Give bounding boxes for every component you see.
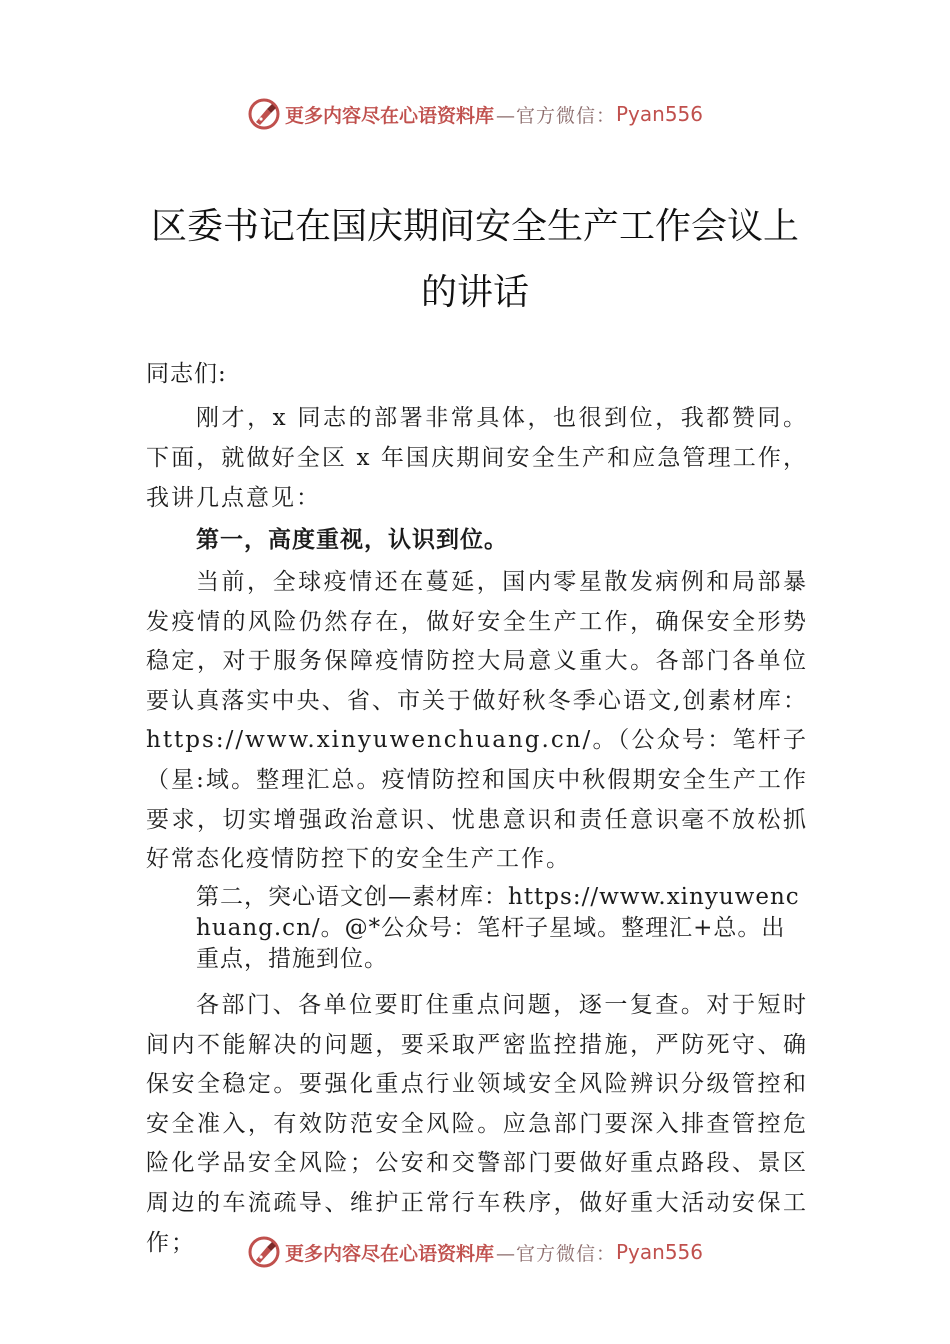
paragraph-section-1: 当前，全球疫情还在蔓延，国内零星散发病例和局部暴发疫情的风险仍然存在，做好安全生产工作，确保安全形势稳定，对于服务保障疫情防控大局意义重大。各部门各单位要认真落实中央、省、市关于做好秋冬季心语文,创素材库：https://www.xinyuwenchuang.cn/。（公众号：笔杆子（星:域。整理汇总。疫情防控和国庆中秋假期安全生产工作要求，切实增强政治意识、忧患意识和责任意识毫不放松抓好常态化疫情防控下的安全生产工作。 [146, 569, 808, 873]
document-title [0, 194, 950, 326]
greeting: 同志们: [146, 361, 227, 387]
watermark-wechat-id: Pyan556 [616, 1240, 704, 1264]
title-line-1: 区委书记在国庆期间安全生产工作会议上 [150, 206, 799, 247]
section-heading-1: 第一，高度重视，认识到位。 [196, 527, 508, 553]
paragraph-section-2: 各部门、各单位要盯住重点问题，逐一复查。对于短时间内不能解决的问题，要采取严密监控措施，严防死守、确保安全稳定。要强化重点行业领域安全风险辨识分级管控和安全准入，有效防范安全风险。应急部门要深入排查管控危险化学品安全风险；公安和交警部门要做好重点路段、景区周边的车流疏导、维护正常行车秩序，做好重大活动安保工作； [146, 992, 808, 1256]
pen-nib-logo-icon [247, 97, 281, 131]
watermark-wechat-label: —官方微信： [495, 1242, 616, 1265]
watermark-promo-text: 更多内容尽在心语资料库 [284, 1242, 494, 1265]
watermark-wechat-label: —官方微信： [495, 104, 616, 127]
footer-watermark [0, 1232, 950, 1272]
section-heading-2: 第二，突心语文创—素材库：https://www.xinyuwenchuang.cn/。@*公众号：笔杆子星域。整理汇+总。出重点，措施到位。 [196, 884, 800, 972]
title-line-2: 的讲话 [420, 272, 529, 313]
paragraph-intro: 刚才，x 同志的部署非常具体，也很到位，我都赞同。下面，就做好全区 x 年国庆期间安全生产和应急管理工作，我讲几点意见： [146, 405, 808, 511]
pen-nib-logo-icon [247, 1235, 281, 1269]
watermark-promo-text: 更多内容尽在心语资料库 [284, 104, 494, 127]
watermark-wechat-id: Pyan556 [616, 102, 704, 126]
header-watermark [0, 94, 950, 134]
